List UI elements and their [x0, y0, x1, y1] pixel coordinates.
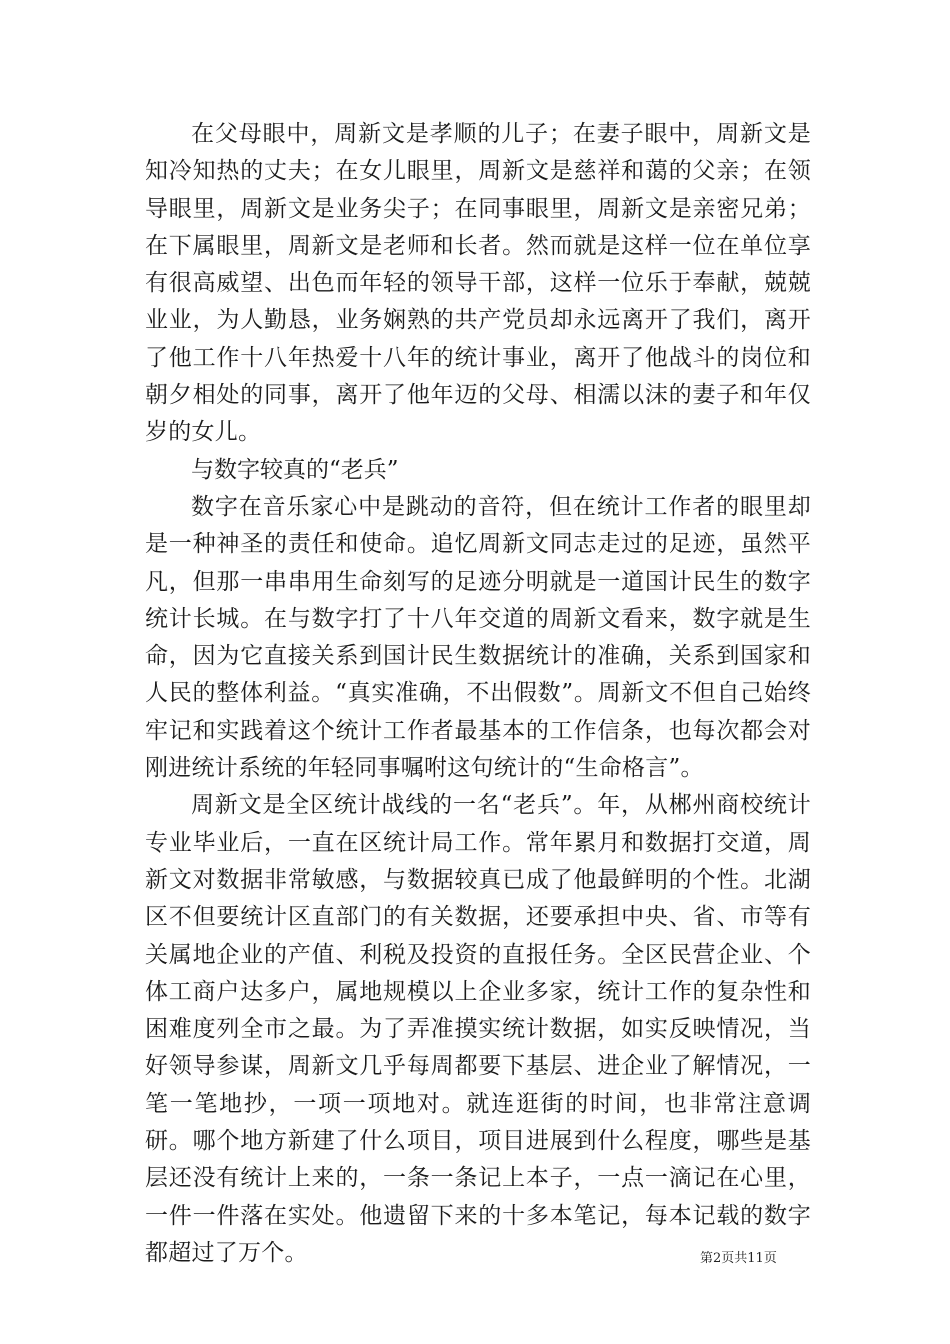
page-number-footer: 第2页共11页	[700, 1251, 777, 1266]
document-body	[145, 116, 811, 1272]
section-heading: 与数字较真的“老兵”	[191, 456, 399, 483]
paragraph-numbers-mission: 数字在音乐家心中是跳动的音符，但在统计工作者的眼里却是一种神圣的责任和使命。追忆周新文同志走过的足迹，虽然平凡，但那一串串用生命刻写的足迹分明就是一道国计民生的数字统计长城。在与数字打了十八年交道的周新文看来，数字就是生命，因为它直接关系到国计民生数据统计的准确，关系到国家和人民的整体利益。“真实准确，不出假数”。周新文不但自己始终牢记和实践着这个统计工作者最基本的工作信条，也每次都会对刚进统计系统的年轻同事嘱咐这句统计的“生命格言”。	[145, 493, 811, 782]
paragraph-veteran: 周新文是全区统计战线的一名“老兵”。年，从郴州商校统计专业毕业后，一直在区统计局工作。常年累月和数据打交道，周新文对数据非常敏感，与数据较真已成了他最鲜明的个性。北湖区不但要统计区直部门的有关数据，还要承担中央、省、市等有关属地企业的产值、利税及投资的直报任务。全区民营企业、个体工商户达多户，属地规模以上企业多家，统计工作的复杂性和困难度列全市之最。为了弄准摸实统计数据，如实反映情况，当好领导参谋，周新文几乎每周都要下基层、进企业了解情况，一笔一笔地抄，一项一项地对。就连逛街的时间，也非常注意调研。哪个地方新建了什么项目，项目进展到什么程度，哪些是基层还没有统计上来的，一条一条记上本子，一点一滴记在心里，一件一件落在实处。他遗留下来的十多本笔记，每本记载的数字都超过了万个。	[145, 792, 811, 1266]
paragraph-family-roles: 在父母眼中，周新文是孝顺的儿子；在妻子眼中，周新文是知冷知热的丈夫；在女儿眼里，周新文是慈祥和蔼的父亲；在领导眼里，周新文是业务尖子；在同事眼里，周新文是亲密兄弟；在下属眼里，周新文是老师和长者。然而就是这样一位在单位享有很高威望、出色而年轻的领导干部，这样一位乐于奉献，兢兢业业，为人勤恳，业务娴熟的共产党员却永远离开了我们，离开了他工作十八年热爱十八年的统计事业，离开了他战斗的岗位和朝夕相处的同事，离开了他年迈的父母、相濡以沫的妻子和年仅岁的女儿。	[145, 121, 811, 446]
